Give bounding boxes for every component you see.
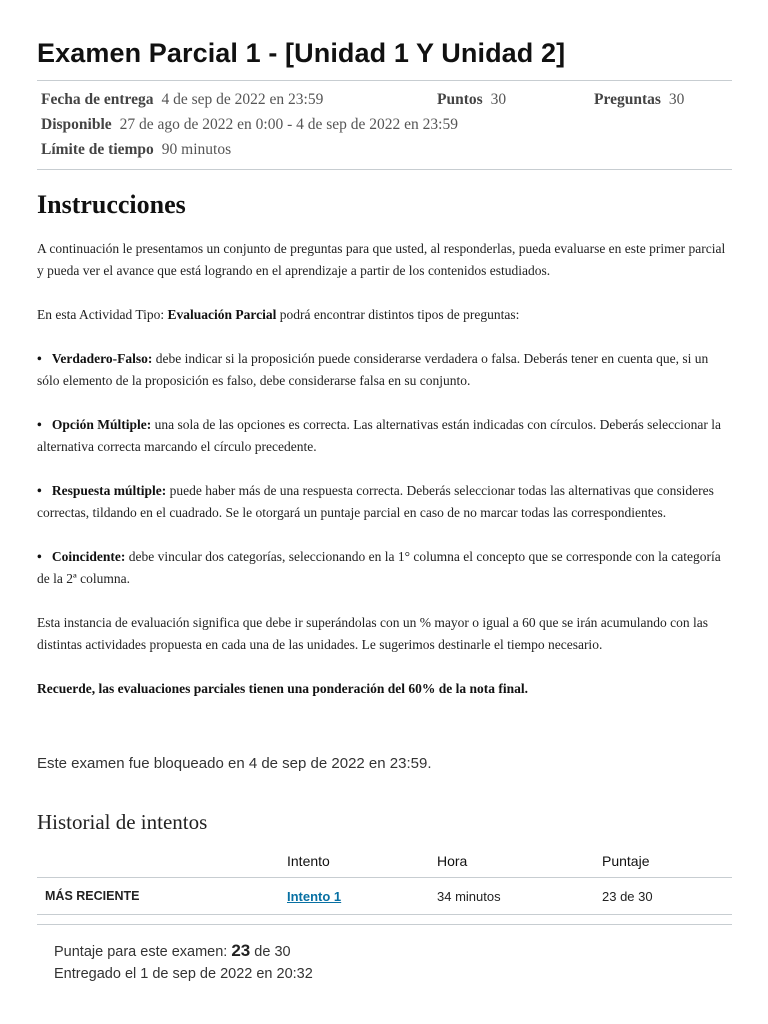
available-value: 27 de ago de 2022 en 0:00 - 4 de sep de 2022 en 23:59 <box>119 116 458 133</box>
divider <box>37 80 732 81</box>
attempt-cell <box>279 878 429 915</box>
instructions-heading: Instrucciones <box>37 190 186 219</box>
attempt-status: MÁS RECIENTE <box>37 878 279 915</box>
available-label: Disponible <box>41 116 112 133</box>
points-value: 30 <box>490 91 507 108</box>
attempt-link[interactable]: Intento 1 <box>287 888 342 904</box>
divider <box>37 169 732 170</box>
column-header <box>37 845 279 878</box>
questions-label: Preguntas <box>594 91 661 108</box>
question-type-item: • Opción Múltiple: una sola de las opciones es correcta. Las alternativas están indicadas con círculos. Deberás seleccionar la alternativa correcta marcando el círculo precedente. <box>37 417 722 454</box>
history-heading: Historial de intentos <box>37 810 208 834</box>
table-row <box>37 878 732 915</box>
question-type-item: • Coincidente: debe vincular dos categorías, seleccionando en la 1° columna el concepto que se corresponde con la categoría de la 2ª columna. <box>37 549 721 586</box>
closing-paragraph: Esta instancia de evaluación significa que debe ir superándolas con un % mayor o igual a 60 que se irán acumulando con las distintas actividades propuesta en cada una de las unidades. Le sugerimos destinarle el tiempo necesario. <box>37 615 709 652</box>
activity-paragraph: En esta Actividad Tipo: Evaluación Parcial podrá encontrar distintos tipos de preguntas: <box>37 307 520 322</box>
column-header: Intento <box>279 845 429 878</box>
points-label: Puntos <box>437 91 483 108</box>
table-header-row <box>37 845 732 878</box>
locked-message: Este examen fue bloqueado en 4 de sep de 2022 en 23:59. <box>37 755 432 772</box>
time-limit-value: 90 minutos <box>161 141 232 158</box>
availability <box>41 116 458 134</box>
attempts-table <box>37 845 732 915</box>
attempt-time: 34 minutos <box>429 878 594 915</box>
due-label: Fecha de entrega <box>41 91 154 108</box>
submitted-line: Entregado el 1 de sep de 2022 en 20:32 <box>54 966 313 982</box>
reminder-paragraph: Recuerde, las evaluaciones parciales tienen una ponderación del 60% de la nota final. <box>37 681 529 696</box>
score-line: Puntaje para este examen: 23 de 30 <box>54 941 291 960</box>
page-title: Examen Parcial 1 - [Unidad 1 Y Unidad 2] <box>37 38 566 68</box>
points <box>437 91 506 109</box>
column-header: Hora <box>429 845 594 878</box>
due-date <box>41 91 323 109</box>
time-limit-label: Límite de tiempo <box>41 141 154 158</box>
divider <box>37 924 732 925</box>
questions <box>594 91 684 109</box>
instructions-body <box>37 238 732 722</box>
question-type-item: • Verdadero-Falso: debe indicar si la proposición puede considerarse verdadera o falsa. Deberás tener en cuenta que, si un sólo elemento de la proposición es falso, debe considerarse falsa en su conjunto. <box>37 351 709 388</box>
time-limit <box>41 141 231 159</box>
column-header: Puntaje <box>594 845 732 878</box>
intro-paragraph: A continuación le presentamos un conjunto de preguntas para que usted, al responderlas, pueda evaluarse en este primer parcial y pueda ver el avance que está logrando en el aprendizaje a partir de los contenidos estudiados. <box>37 241 726 278</box>
question-type-item: • Respuesta múltiple: puede haber más de una respuesta correcta. Deberás seleccionar todas las alternativas que consideres correctas, tildando en el cuadrado. Se le otorgará un puntaje parcial en caso de no marcar todas las correspondientes. <box>37 483 714 520</box>
due-value: 4 de sep de 2022 en 23:59 <box>161 91 324 108</box>
attempt-score: 23 de 30 <box>594 878 732 915</box>
score-summary <box>54 941 313 991</box>
score-value: 23 <box>231 941 251 960</box>
questions-value: 30 <box>668 91 685 108</box>
